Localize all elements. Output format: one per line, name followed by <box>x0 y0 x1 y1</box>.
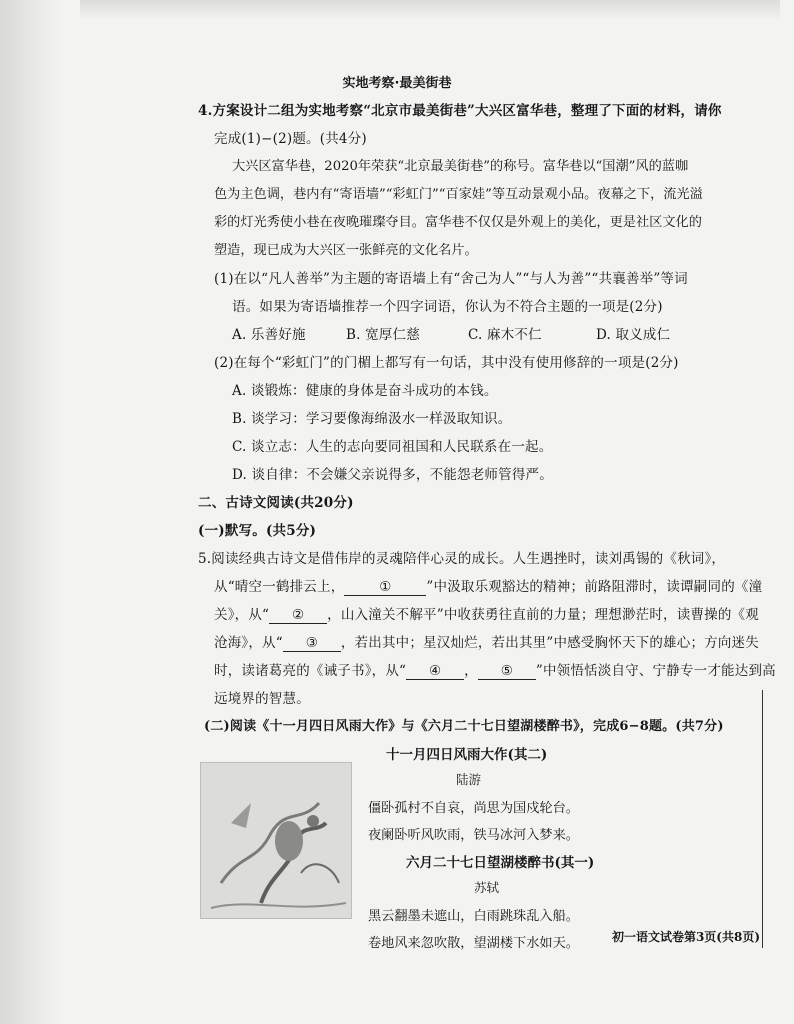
poem1-line-1: 僵卧孤村不自哀，尚思为国戍轮台。 <box>368 801 579 816</box>
q4-sub2-option-d: D. 谈自律：不会嫌父亲说得多，不能怨老师管得严。 <box>232 467 553 483</box>
q4-sub1-option-a: A. 乐善好施 <box>232 327 306 343</box>
q5-line3-text-b: ，山入潼关不解平”中收获勇往直前的力量；理想渺茫时，读曹操的《观 <box>327 607 759 623</box>
page-footer: 初一语文试卷第3页(共8页) <box>611 930 760 944</box>
q5-line3-text-a: 关》，从“ <box>214 607 270 623</box>
q5-line2 <box>214 575 762 596</box>
answer-blank-3[interactable]: ③ <box>283 635 341 652</box>
part2-subheading: (一)默写。(共5分) <box>198 523 317 539</box>
q4-sub1-line2: 语。如果为寄语墙推荐一个四字词语，你认为不符合主题的一项是(2分) <box>232 299 663 315</box>
q5-line1: 5.阅读经典古诗文是借伟岸的灵魂陪伴心灵的成长。人生遇挫时，读刘禹锡的《秋词》， <box>198 551 726 567</box>
material-line-4: 塑造，现已成为大兴区一张鲜亮的文化名片。 <box>214 243 478 258</box>
q5-line4-text-b: ，若出其中；星汉灿烂，若出其里”中感受胸怀天下的雄心；方向迷失 <box>340 635 759 651</box>
q5-line3 <box>214 603 759 624</box>
poem1-line-2: 夜阑卧听风吹雨，铁马冰河入梦来。 <box>368 828 579 843</box>
q4-sub2-stem: (2)在每个“彩虹门”的门楣上都写有一句话，其中没有使用修辞的一项是(2分) <box>214 355 679 371</box>
q5-line5-text-a: 时，读诸葛亮的《诫子书》，从“ <box>214 663 407 679</box>
material-line-2: 色为主色调，巷内有“寄语墙”“彩虹门”“百家娃”等互动景观小品。夜幕之下，流光溢 <box>214 187 703 202</box>
poem-illustration <box>200 762 352 919</box>
q4-intro-line2: 完成(1)−(2)题。(共4分) <box>214 131 367 147</box>
q5-line5 <box>214 659 776 680</box>
q5-line6: 远境界的智慧。 <box>214 691 310 707</box>
q4-sub1-option-b: B. 宽厚仁慈 <box>346 327 420 343</box>
poem2-title: 六月二十七日望湖楼醉书(其一) <box>406 855 595 871</box>
section-heading: 实地考察·最美街巷 <box>342 76 452 91</box>
poem2-line-2: 卷地风来忽吹散，望湖楼下水如天。 <box>368 936 579 951</box>
poem1-author: 陆游 <box>456 772 482 787</box>
q4-sub1-option-d: D. 取义成仁 <box>596 327 671 343</box>
q5-line5-text-b: ”中领悟恬淡自守、宁静专一才能达到高 <box>535 663 776 679</box>
ink-painting-image <box>201 763 351 918</box>
poem2-author: 苏轼 <box>474 880 500 895</box>
material-line-3: 彩的灯光秀使小巷在夜晚璀璨夺目。富华巷不仅仅是外观上的美化，更是社区文化的 <box>214 215 702 230</box>
answer-blank-5[interactable]: ⑤ <box>478 663 536 680</box>
q4-intro-line1: 4.方案设计二组为实地考察“北京市最美街巷”大兴区富华巷，整理了下面的材料，请你 <box>198 103 722 119</box>
q5-line5-comma: ， <box>464 663 478 679</box>
q5-line4-text-a: 沧海》，从“ <box>214 635 283 651</box>
q4-sub2-option-b: B. 谈学习：学习要像海绵汲水一样汲取知识。 <box>232 411 512 427</box>
q5-line2-text-a: 从“晴空一鹤排云上， <box>214 579 345 595</box>
answer-blank-2[interactable]: ② <box>269 607 327 624</box>
poem2-line-1: 黑云翻墨未遮山，白雨跳珠乱入船。 <box>368 909 579 924</box>
part2b-heading: (二)阅读《十一月四日风雨大作》与《六月二十七日望湖楼醉书》，完成6−8题。(共7分) <box>204 719 724 734</box>
scan-shadow <box>0 0 60 1024</box>
q4-sub2-option-c: C. 谈立志：人生的志向要同祖国和人民联系在一起。 <box>232 439 553 455</box>
q4-sub1-option-c: C. 麻木不仁 <box>468 327 542 343</box>
bleed-through-top <box>80 0 780 20</box>
part2-heading: 二、古诗文阅读(共20分) <box>198 495 354 511</box>
q4-sub1-line1: (1)在以“凡人善举”为主题的寄语墙上有“舍己为人”“与人为善”“共襄善举”等词 <box>214 271 688 287</box>
q5-line4 <box>214 631 759 652</box>
poem1-title: 十一月四日风雨大作(其二) <box>386 747 548 763</box>
margin-rule <box>762 690 763 948</box>
answer-blank-1[interactable]: ① <box>344 579 426 596</box>
q4-sub2-option-a: A. 谈锻炼：健康的身体是奋斗成功的本钱。 <box>232 383 498 399</box>
q5-line2-text-b: ”中汲取乐观豁达的精神；前路阻滞时，读谭嗣同的《潼 <box>426 579 763 595</box>
answer-blank-4[interactable]: ④ <box>406 663 464 680</box>
material-line-1: 大兴区富华巷，2020年荣获“北京最美街巷”的称号。富华巷以“国潮”风的蓝咖 <box>232 159 689 174</box>
